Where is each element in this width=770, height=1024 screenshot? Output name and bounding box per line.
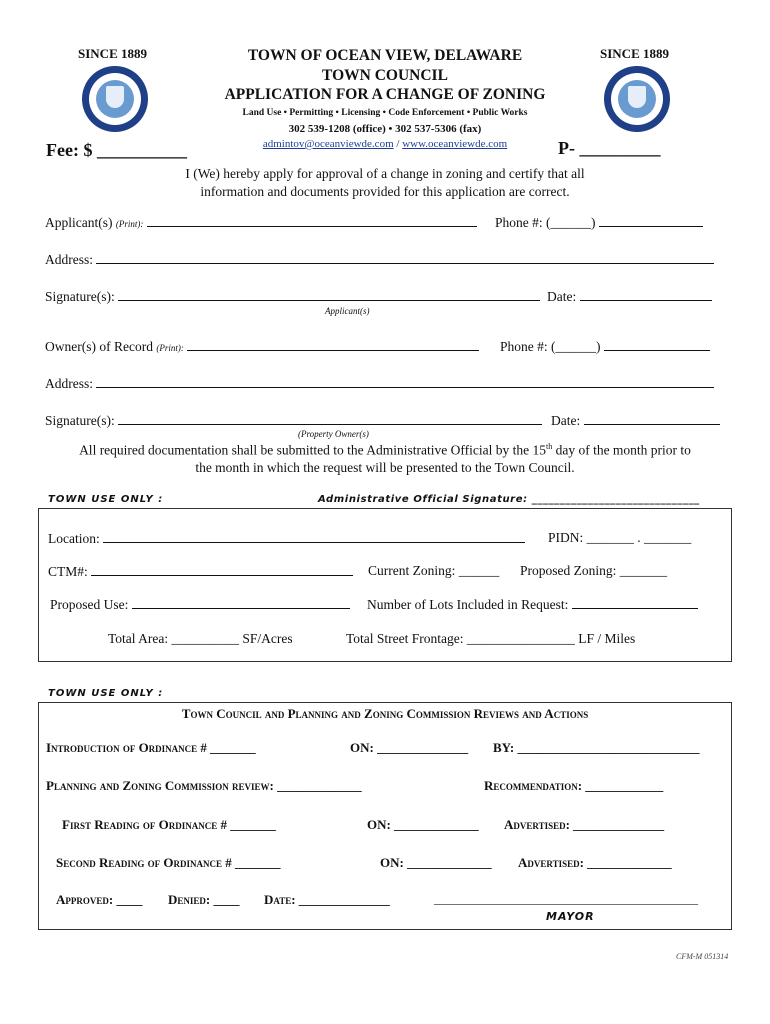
current-zoning-field[interactable]: Current Zoning: ______ xyxy=(368,563,500,578)
reviews-heading: Town Council and Planning and Zoning Commission Reviews and Actions xyxy=(181,706,589,721)
mayor-label: MAYOR xyxy=(546,910,595,923)
owner-print-hint: (Print): xyxy=(156,343,184,353)
form-code: CFM-M 051314 xyxy=(676,952,729,961)
applicant-date-input[interactable] xyxy=(580,288,712,301)
ctm-row xyxy=(48,563,353,580)
notice-text-b: day of the month prior to xyxy=(552,442,691,458)
admin-official-signature[interactable]: Administrative Official Signature: ______________________________ xyxy=(318,494,700,505)
intro-line-2: information and documents provided for this application are correct. xyxy=(200,184,570,199)
applicant-phone-input[interactable] xyxy=(599,214,703,227)
title-line-2: TOWN COUNCIL xyxy=(322,67,448,84)
applicant-signature-input[interactable] xyxy=(118,288,540,301)
location-row xyxy=(48,530,525,547)
location-label: Location: xyxy=(48,531,100,546)
intro-on-field[interactable]: ON: ______________ xyxy=(350,740,469,755)
second-on-field[interactable]: ON: _____________ xyxy=(380,855,492,870)
applicant-name-input[interactable] xyxy=(147,214,477,227)
owner-date-row xyxy=(551,412,720,429)
applicant-phone-row xyxy=(495,214,703,231)
proposed-use-input[interactable] xyxy=(132,596,350,609)
owner-phone-label: Phone #: (______) xyxy=(500,339,601,354)
intro-by-field[interactable]: BY: ____________________________ xyxy=(493,740,700,755)
owner-label: Owner(s) of Record xyxy=(45,339,153,354)
first-on-field[interactable]: ON: _____________ xyxy=(367,817,479,832)
recommendation-field[interactable]: Recommendation: ____________ xyxy=(484,778,664,793)
owner-date-label: Date: xyxy=(551,413,581,428)
applicant-address-input[interactable] xyxy=(96,251,714,264)
proposed-use-label: Proposed Use: xyxy=(50,597,129,612)
intro-line-1: I (We) hereby apply for approval of a change in zoning and certify that all xyxy=(185,166,585,181)
notice-sup: th xyxy=(545,442,553,451)
num-lots-row xyxy=(367,596,698,613)
owner-name-row xyxy=(45,338,479,355)
date-field[interactable]: Date: ______________ xyxy=(264,892,390,907)
applicant-label: Applicant(s) xyxy=(45,215,113,230)
owner-sig-caption: (Property Owner(s) xyxy=(298,429,369,439)
owner-phone-row xyxy=(500,338,710,355)
ctm-input[interactable] xyxy=(91,563,353,576)
title-line-1: TOWN OF OCEAN VIEW, DELAWARE xyxy=(247,47,523,64)
notice-text-a: All required documentation shall be submitted to the Administrative Official by the 15 xyxy=(79,442,546,458)
applicant-signature-label: Signature(s): xyxy=(45,289,115,304)
owner-address-label: Address: xyxy=(45,376,93,391)
proposed-use-row xyxy=(50,596,350,613)
pz-review-field[interactable]: Planning and Zoning Commission review: _____________ xyxy=(46,778,362,793)
fee-field[interactable]: Fee: $ __________ xyxy=(46,140,187,160)
num-lots-input[interactable] xyxy=(572,596,698,609)
street-frontage-field[interactable]: Total Street Frontage: ________________ LF / Miles xyxy=(346,631,636,646)
owner-phone-input[interactable] xyxy=(604,338,710,351)
owner-signature-input[interactable] xyxy=(118,412,542,425)
title-line-3: APPLICATION FOR A CHANGE OF ZONING xyxy=(224,86,546,103)
town-use-only-label-2: TOWN USE ONLY : xyxy=(48,688,164,699)
owner-date-input[interactable] xyxy=(584,412,720,425)
since-left: SINCE 1889 xyxy=(78,46,147,61)
proposed-zoning-field[interactable]: Proposed Zoning: _______ xyxy=(520,563,667,578)
location-input[interactable] xyxy=(103,530,525,543)
applicant-address-row xyxy=(45,251,714,268)
applicant-sig-caption: Applicant(s) xyxy=(325,306,370,316)
applicant-phone-label: Phone #: (______) xyxy=(495,215,596,230)
pidn-field[interactable]: PIDN: _______ . _______ xyxy=(548,530,692,545)
owner-signature-label: Signature(s): xyxy=(45,413,115,428)
p-number-field[interactable]: P- _________ xyxy=(558,138,661,158)
second-reading-field[interactable]: Second Reading of Ordinance # _______ xyxy=(56,855,281,870)
applicant-date-row xyxy=(547,288,712,305)
first-advertised-field[interactable]: Advertised: ______________ xyxy=(504,817,665,832)
print-hint: (Print): xyxy=(115,219,144,229)
ctm-label: CTM#: xyxy=(48,564,88,579)
phone-fax-line: 302 539-1208 (office) • 302 537-5306 (fax) xyxy=(288,123,482,135)
email-link[interactable]: admintov@oceanviewde.com xyxy=(262,138,394,150)
first-reading-field[interactable]: First Reading of Ordinance # _______ xyxy=(62,817,276,832)
denied-field[interactable]: Denied: ____ xyxy=(168,892,240,907)
applicant-address-label: Address: xyxy=(45,252,93,267)
owner-name-input[interactable] xyxy=(187,338,479,351)
intro-ordinance-field[interactable]: Introduction of Ordinance # _______ xyxy=(46,740,256,755)
owner-address-row xyxy=(45,375,714,392)
owner-signature-row xyxy=(45,412,542,429)
notice-line-2: the month in which the request will be presented to the Town Council. xyxy=(195,460,575,475)
applicant-date-label: Date: xyxy=(547,289,577,304)
total-area-field[interactable]: Total Area: __________ SF/Acres xyxy=(108,631,293,646)
owner-address-input[interactable] xyxy=(96,375,714,388)
services-line: Land Use • Permitting • Licensing • Code Enforcement • Public Works xyxy=(242,108,528,118)
town-use-only-label-1: TOWN USE ONLY : xyxy=(48,494,164,505)
mayor-signature-line[interactable]: ____________________________________________ xyxy=(434,892,698,906)
num-lots-label: Number of Lots Included in Request: xyxy=(367,597,569,612)
notice-line-1 xyxy=(0,442,770,459)
second-advertised-field[interactable]: Advertised: _____________ xyxy=(518,855,672,870)
link-separator: / xyxy=(396,138,400,150)
applicant-signature-row xyxy=(45,288,540,305)
approved-field[interactable]: Approved: ____ xyxy=(56,892,143,907)
since-right: SINCE 1889 xyxy=(600,46,669,61)
applicant-name-row xyxy=(45,214,477,231)
website-link[interactable]: www.oceanviewde.com xyxy=(402,138,508,150)
